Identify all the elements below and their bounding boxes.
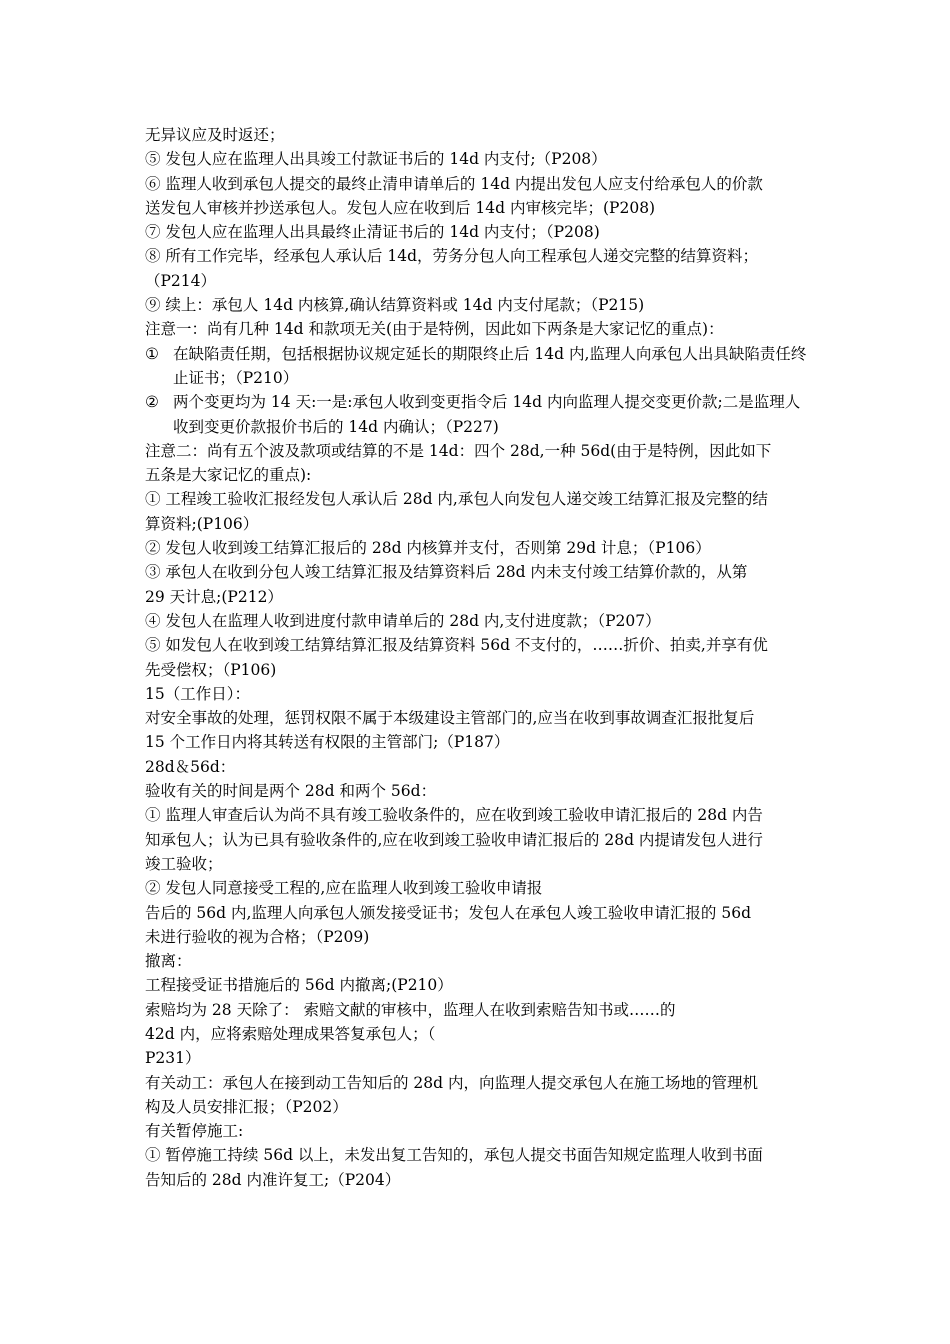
text-line: ⑦ 发包人应在监理人出具最终止清证书后的 14d 内支付；（P208) (145, 223, 600, 242)
text-line: 五条是大家记忆的重点): (145, 466, 312, 485)
text-line: ⑥ 监理人收到承包人提交的最终止清申请单后的 14d 内提出发包人应支付给承包人的价款 (145, 174, 763, 193)
text-line: 算资料;(P106） (145, 514, 259, 533)
list-number: ② (145, 393, 159, 412)
text-line: 索赔均为 28 天除了： 索赔文献的审核中，监理人在收到索赔告知书或……的 (145, 1000, 676, 1019)
text-line: 有关动工：承包人在接到动工告知后的 28d 内，向监理人提交承包人在施工场地的管理机 (145, 1073, 759, 1092)
section-heading: 15（工作日）： (145, 684, 250, 703)
text-line: ⑨ 续上：承包人 14d 内核算,确认结算资料或 14d 内支付尾款；（P215) (145, 296, 645, 315)
text-line: 未进行验收的视为合格；（P209) (145, 927, 370, 946)
section-heading: 撤离： (145, 952, 192, 971)
text-line: 构及人员安排汇报；（P202） (145, 1097, 348, 1116)
text-line: ① 监理人审查后认为尚不具有竣工验收条件的，应在收到竣工验收申请汇报后的 28d 内告 (145, 806, 763, 825)
text-line: 先受偿权；（P106) (145, 660, 277, 679)
text-line: 验收有关的时间是两个 28d 和两个 56d： (145, 782, 437, 801)
text-line: 注意二：尚有五个波及款项或结算的不是 14d：四个 28d,一种 56d(由于是特例，因此如下 (145, 441, 772, 460)
text-line: ③ 承包人在收到分包人竣工结算汇报及结算资料后 28d 内未支付竣工结算价款的，从第 (145, 563, 748, 582)
section-heading: 28d＆56d： (145, 757, 236, 776)
text-line: 对安全事故的处理，惩罚权限不属于本级建设主管部门的,应当在收到事故调查汇报批复后 (145, 709, 755, 728)
text-line: 告后的 56d 内,监理人向承包人颁发接受证书；发包人在承包人竣工验收申请汇报的 56d (145, 903, 752, 922)
text-line: ⑤ 发包人应在监理人出具竣工付款证书后的 14d 内支付;（P208） (145, 150, 607, 169)
text-line: 注意一：尚有几种 14d 和款项无关(由于是特例，因此如下两条是大家记忆的重点)： (145, 320, 724, 339)
text-line: ④ 发包人在监理人收到进度付款申请单后的 28d 内,支付进度款；（P207） (145, 611, 661, 630)
text-line: 竣工验收； (145, 854, 223, 873)
text-line: ② 发包人收到竣工结算汇报后的 28d 内核算并支付，否则第 29d 计息；（P106） (145, 539, 711, 558)
numbered-list-item (145, 342, 810, 391)
text-line: 送发包人审核并抄送承包人。发包人应在收到后 14d 内审核完毕；(P208) (145, 198, 656, 217)
text-line: 42d 内，应将索赔处理成果答复承包人；（ (145, 1024, 436, 1043)
text-line: ⑧ 所有工作完毕，经承包人承认后 14d，劳务分包人向工程承包人递交完整的结算资料； (145, 247, 759, 266)
text-line: 知承包人；认为已具有验收条件的,应在收到竣工验收申请汇报后的 28d 内提请发包人进行 (145, 830, 763, 849)
section-heading: 有关暂停施工: (145, 1122, 244, 1141)
text-line: ① 工程竣工验收汇报经发包人承认后 28d 内,承包人向发包人递交竣工结算汇报及完整的结 (145, 490, 768, 509)
text-line: P231） (145, 1049, 201, 1068)
text-line: ② 发包人同意接受工程的,应在监理人收到竣工验收申请报 (145, 879, 543, 898)
text-line: （P214） (145, 271, 217, 290)
text-line: ① 暂停施工持续 56d 以上，未发出复工告知的，承包人提交书面告知规定监理人收到书面 (145, 1146, 763, 1165)
document-body (145, 123, 810, 1192)
list-number: ① (145, 344, 159, 363)
text-line: 工程接受证书措施后的 56d 内撤离;(P210） (145, 976, 453, 995)
text-line: 告知后的 28d 内准许复工;（P204） (145, 1170, 401, 1189)
text-line: 15 个工作日内将其转送有权限的主管部门;（P187） (145, 733, 510, 752)
list-text: 两个变更均为 14 天:一是:承包人收到变更指令后 14d 内向监理人提交变更价款;二是监理人收到变更价款报价书后的 14d 内确认；（P227) (173, 393, 801, 436)
list-text: 在缺陷责任期，包括根据协议规定延长的期限终止后 14d 内,监理人向承包人出具缺陷责任终止证书；（P210） (173, 344, 807, 387)
numbered-list-item (145, 390, 810, 439)
text-line: ⑤ 如发包人在收到竣工结算结算汇报及结算资料 56d 不支付的，……折价、拍卖,并享有优 (145, 636, 768, 655)
text-line: 无异议应及时返还； (145, 126, 285, 144)
text-line: 29 天计息;(P212） (145, 587, 283, 606)
